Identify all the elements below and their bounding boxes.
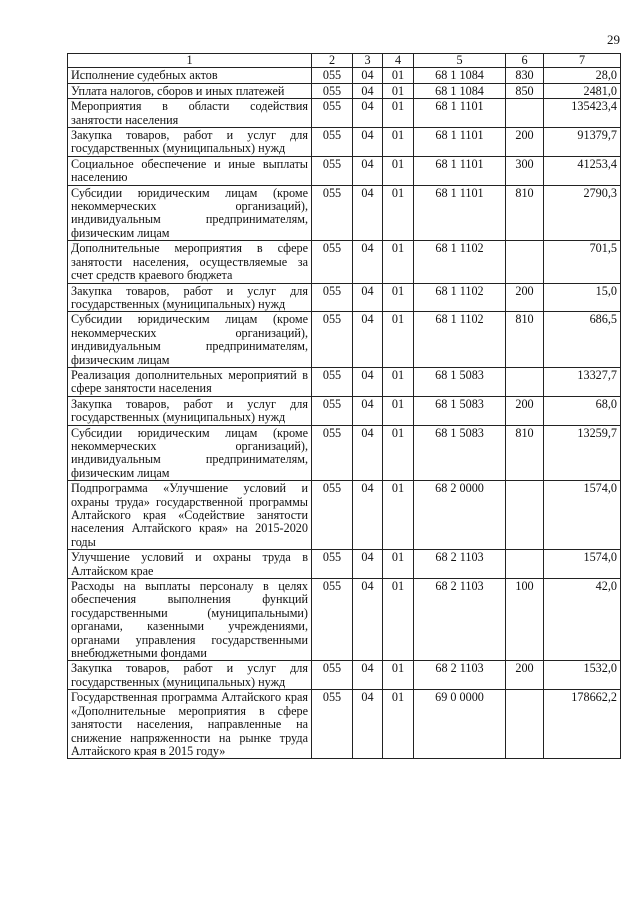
expense-type-cell: 200 <box>506 396 544 425</box>
amount-cell: 91379,7 <box>544 128 621 157</box>
subsection-code-cell: 01 <box>383 661 414 690</box>
subsection-code-cell: 01 <box>383 99 414 128</box>
expense-type-cell <box>506 690 544 759</box>
ministry-code-cell: 055 <box>312 241 353 283</box>
column-header-7: 7 <box>544 54 621 68</box>
expense-type-cell: 810 <box>506 425 544 481</box>
target-article-cell: 68 1 5083 <box>414 396 506 425</box>
row-name-cell: Закупка товаров, работ и услуг для государственных (муниципальных) нужд <box>68 283 312 312</box>
subsection-code-cell: 01 <box>383 241 414 283</box>
table-row <box>68 312 621 368</box>
subsection-code-cell: 01 <box>383 83 414 98</box>
table-row <box>68 367 621 396</box>
ministry-code-cell: 055 <box>312 99 353 128</box>
table-row <box>68 156 621 185</box>
subsection-code-cell: 01 <box>383 156 414 185</box>
section-code-cell: 04 <box>353 312 383 368</box>
target-article-cell: 68 2 0000 <box>414 481 506 550</box>
amount-cell: 178662,2 <box>544 690 621 759</box>
table-row <box>68 481 621 550</box>
column-header-2: 2 <box>312 54 353 68</box>
expense-type-cell: 850 <box>506 83 544 98</box>
ministry-code-cell: 055 <box>312 661 353 690</box>
expense-type-cell <box>506 99 544 128</box>
ministry-code-cell: 055 <box>312 367 353 396</box>
expense-type-cell: 830 <box>506 68 544 83</box>
amount-cell: 1574,0 <box>544 481 621 550</box>
section-code-cell: 04 <box>353 185 383 241</box>
column-header-3: 3 <box>353 54 383 68</box>
column-header-4: 4 <box>383 54 414 68</box>
table-row <box>68 396 621 425</box>
expense-type-cell <box>506 481 544 550</box>
row-name-cell: Подпрограмма «Улучшение условий и охраны труда» государственной программы Алтайского края «Содействие занятости населения Алтайского края» на 2015-2020 годы <box>68 481 312 550</box>
section-code-cell: 04 <box>353 550 383 579</box>
amount-cell: 2790,3 <box>544 185 621 241</box>
page-number: 29 <box>607 32 620 47</box>
section-code-cell: 04 <box>353 481 383 550</box>
expense-type-cell: 200 <box>506 128 544 157</box>
column-header-1: 1 <box>68 54 312 68</box>
target-article-cell: 68 1 1101 <box>414 185 506 241</box>
expense-type-cell: 810 <box>506 312 544 368</box>
target-article-cell: 68 2 1103 <box>414 579 506 661</box>
table-row <box>68 99 621 128</box>
budget-table <box>67 53 621 759</box>
target-article-cell: 68 1 1084 <box>414 68 506 83</box>
row-name-cell: Мероприятия в области содействия занятости населения <box>68 99 312 128</box>
ministry-code-cell: 055 <box>312 396 353 425</box>
section-code-cell: 04 <box>353 156 383 185</box>
section-code-cell: 04 <box>353 367 383 396</box>
ministry-code-cell: 055 <box>312 550 353 579</box>
amount-cell: 135423,4 <box>544 99 621 128</box>
table-row <box>68 83 621 98</box>
table-row <box>68 690 621 759</box>
target-article-cell: 68 2 1103 <box>414 661 506 690</box>
section-code-cell: 04 <box>353 128 383 157</box>
section-code-cell: 04 <box>353 99 383 128</box>
table-row <box>68 661 621 690</box>
row-name-cell: Дополнительные мероприятия в сфере занятости населения, осуществляемые за счет средств краевого бюджета <box>68 241 312 283</box>
subsection-code-cell: 01 <box>383 128 414 157</box>
expense-type-cell: 300 <box>506 156 544 185</box>
expense-type-cell: 200 <box>506 283 544 312</box>
subsection-code-cell: 01 <box>383 481 414 550</box>
table-row <box>68 241 621 283</box>
ministry-code-cell: 055 <box>312 156 353 185</box>
ministry-code-cell: 055 <box>312 68 353 83</box>
row-name-cell: Субсидии юридическим лицам (кроме некоммерческих организаций), индивидуальным предпринимателям, физическим лицам <box>68 425 312 481</box>
column-header-5: 5 <box>414 54 506 68</box>
subsection-code-cell: 01 <box>383 425 414 481</box>
ministry-code-cell: 055 <box>312 83 353 98</box>
row-name-cell: Субсидии юридическим лицам (кроме некоммерческих организаций), индивидуальным предпринимателям, физическим лицам <box>68 312 312 368</box>
subsection-code-cell: 01 <box>383 68 414 83</box>
ministry-code-cell: 055 <box>312 690 353 759</box>
amount-cell: 15,0 <box>544 283 621 312</box>
table-row <box>68 185 621 241</box>
row-name-cell: Субсидии юридическим лицам (кроме некоммерческих организаций), индивидуальным предпринимателям, физическим лицам <box>68 185 312 241</box>
row-name-cell: Улучшение условий и охраны труда в Алтайском крае <box>68 550 312 579</box>
table-row <box>68 68 621 83</box>
section-code-cell: 04 <box>353 68 383 83</box>
amount-cell: 13259,7 <box>544 425 621 481</box>
target-article-cell: 69 0 0000 <box>414 690 506 759</box>
target-article-cell: 68 1 5083 <box>414 367 506 396</box>
row-name-cell: Закупка товаров, работ и услуг для государственных (муниципальных) нужд <box>68 396 312 425</box>
amount-cell: 2481,0 <box>544 83 621 98</box>
target-article-cell: 68 1 1101 <box>414 156 506 185</box>
table-header-row <box>68 54 621 68</box>
column-header-6: 6 <box>506 54 544 68</box>
target-article-cell: 68 1 1102 <box>414 283 506 312</box>
expense-type-cell <box>506 241 544 283</box>
amount-cell: 1532,0 <box>544 661 621 690</box>
target-article-cell: 68 1 1101 <box>414 128 506 157</box>
ministry-code-cell: 055 <box>312 283 353 312</box>
amount-cell: 42,0 <box>544 579 621 661</box>
subsection-code-cell: 01 <box>383 185 414 241</box>
row-name-cell: Закупка товаров, работ и услуг для государственных (муниципальных) нужд <box>68 661 312 690</box>
target-article-cell: 68 1 1102 <box>414 241 506 283</box>
ministry-code-cell: 055 <box>312 312 353 368</box>
section-code-cell: 04 <box>353 283 383 312</box>
target-article-cell: 68 1 1101 <box>414 99 506 128</box>
subsection-code-cell: 01 <box>383 579 414 661</box>
table-row <box>68 579 621 661</box>
subsection-code-cell: 01 <box>383 312 414 368</box>
target-article-cell: 68 2 1103 <box>414 550 506 579</box>
amount-cell: 1574,0 <box>544 550 621 579</box>
target-article-cell: 68 1 1102 <box>414 312 506 368</box>
section-code-cell: 04 <box>353 690 383 759</box>
row-name-cell: Уплата налогов, сборов и иных платежей <box>68 83 312 98</box>
section-code-cell: 04 <box>353 579 383 661</box>
row-name-cell: Расходы на выплаты персоналу в целях обеспечения выполнения функций государственными (муниципальными) органами, казенными учреждениями, органами управления государственными внебюджетными фондами <box>68 579 312 661</box>
ministry-code-cell: 055 <box>312 481 353 550</box>
row-name-cell: Исполнение судебных актов <box>68 68 312 83</box>
section-code-cell: 04 <box>353 661 383 690</box>
row-name-cell: Государственная программа Алтайского края «Дополнительные мероприятия в сфере занятости населения, направленные на снижение напряженности на рынке труда Алтайского края в 2015 году» <box>68 690 312 759</box>
ministry-code-cell: 055 <box>312 128 353 157</box>
ministry-code-cell: 055 <box>312 185 353 241</box>
table-body <box>68 68 621 759</box>
expense-type-cell: 810 <box>506 185 544 241</box>
amount-cell: 28,0 <box>544 68 621 83</box>
table-row <box>68 425 621 481</box>
subsection-code-cell: 01 <box>383 367 414 396</box>
expense-type-cell <box>506 367 544 396</box>
row-name-cell: Реализация дополнительных мероприятий в сфере занятости населения <box>68 367 312 396</box>
row-name-cell: Закупка товаров, работ и услуг для государственных (муниципальных) нужд <box>68 128 312 157</box>
ministry-code-cell: 055 <box>312 579 353 661</box>
expense-type-cell: 100 <box>506 579 544 661</box>
amount-cell: 13327,7 <box>544 367 621 396</box>
subsection-code-cell: 01 <box>383 396 414 425</box>
table-row <box>68 283 621 312</box>
section-code-cell: 04 <box>353 396 383 425</box>
amount-cell: 686,5 <box>544 312 621 368</box>
subsection-code-cell: 01 <box>383 550 414 579</box>
row-name-cell: Социальное обеспечение и иные выплаты населению <box>68 156 312 185</box>
amount-cell: 68,0 <box>544 396 621 425</box>
ministry-code-cell: 055 <box>312 425 353 481</box>
expense-type-cell: 200 <box>506 661 544 690</box>
table-row <box>68 128 621 157</box>
table-row <box>68 550 621 579</box>
target-article-cell: 68 1 1084 <box>414 83 506 98</box>
subsection-code-cell: 01 <box>383 690 414 759</box>
target-article-cell: 68 1 5083 <box>414 425 506 481</box>
expense-type-cell <box>506 550 544 579</box>
section-code-cell: 04 <box>353 241 383 283</box>
amount-cell: 41253,4 <box>544 156 621 185</box>
amount-cell: 701,5 <box>544 241 621 283</box>
section-code-cell: 04 <box>353 425 383 481</box>
section-code-cell: 04 <box>353 83 383 98</box>
subsection-code-cell: 01 <box>383 283 414 312</box>
